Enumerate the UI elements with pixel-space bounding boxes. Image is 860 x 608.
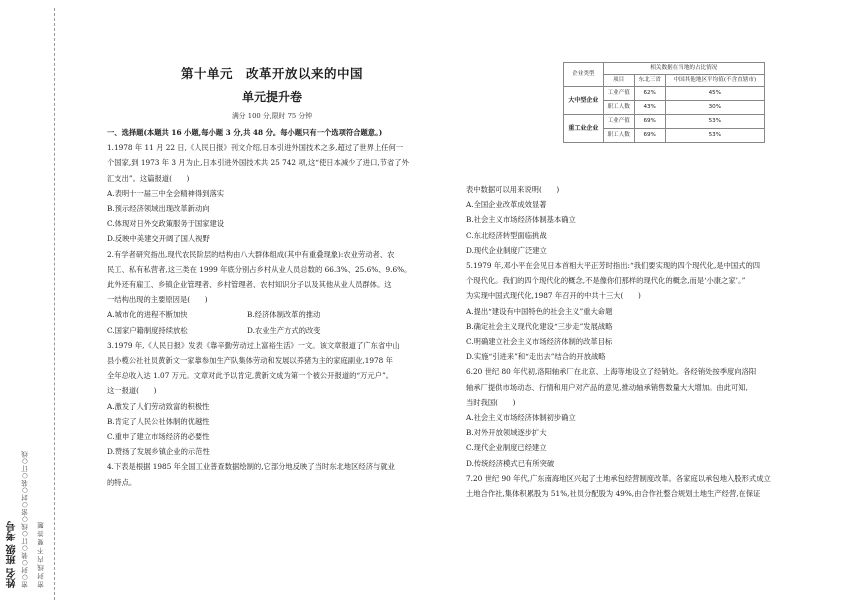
table-header-other: 中国其他地区平均值(不含直辖市): [665, 75, 764, 87]
option-b[interactable]: B.肯定了人民公社体制的优越性: [107, 416, 210, 426]
right-column: [466, 182, 828, 501]
table-cell-northeast: 69%: [634, 115, 665, 129]
option-d[interactable]: D.农业生产方式的改变: [247, 325, 321, 335]
option-b[interactable]: B.经济体制改革的推动: [247, 310, 321, 320]
question-stem-line: 个现代化。我们的四个现代化的概念,不是像你们那样的现代化的概念,而是‘小康之家’。”: [466, 276, 746, 286]
option-a[interactable]: A.激发了人们劳动致富的积极性: [107, 401, 210, 411]
option-c[interactable]: C.国家户籍制度持续放松: [107, 325, 188, 335]
question-stem-line: 当时我国( ): [466, 397, 516, 407]
seal-warning-text: 密 封 线 内 不 要 答 题: [37, 521, 45, 588]
score-info: 满分 100 分,限时 75 分钟: [231, 112, 312, 120]
question-7: [466, 471, 828, 501]
section-instructions: (本题共 16 小题,每小题 3 分,共 48 分。每小题只有一个选项符合题意。): [143, 128, 383, 137]
option-a[interactable]: A.表明十一届三中全会精神得到落实: [107, 188, 225, 198]
question-stem-line: 1.1978 年 11 月 22 日,《人民日报》刊文介绍,日本引进外国技术之多,超过了世界上任何一: [107, 143, 404, 153]
option-a[interactable]: A.全国企业改革成效显著: [466, 200, 547, 210]
table-cell-item: 职工人数: [603, 101, 634, 115]
question-stem-line: 轴承厂提供市场动态、行情和用户对产品的意见,推动轴承销售数量大大增加。由此可知,: [466, 382, 748, 392]
table-cell-northeast: 69%: [634, 129, 665, 143]
question-stem-line: 土地合作社,集体积累股为 51%,社员分配股为 49%,由合作社整合规划土地生产经营,在保证: [466, 489, 761, 499]
binding-margin: [0, 0, 58, 608]
exam-title: 单元提升卷: [241, 90, 302, 104]
question-1: [107, 140, 469, 246]
question-stem-line: 3.1979 年,《人民日报》发表《靠辛勤劳动过上富裕生活》一文。该文章报道了广东省中山: [107, 340, 400, 350]
table-cell-item: 工业产值: [603, 87, 634, 101]
student-info-fields-label: 姓名 班级 考号: [7, 521, 18, 588]
table-cell-northeast: 43%: [634, 101, 665, 115]
question-stem-line: 全年总收入达 1.07 万元。文章对此予以肯定,黄新文成为第一个被公开报道的“万元户”。: [107, 371, 394, 381]
option-c[interactable]: C.东北经济转型面临挑战: [466, 230, 547, 240]
question-stem-line: 这一报道( ): [107, 386, 157, 396]
option-b[interactable]: B.确定社会主义现代化建设“三步走”发展战略: [466, 321, 613, 331]
section-title: 一、选择题: [107, 128, 144, 137]
question-stem-line: 4.下表是根据 1985 年全国工业普查数据绘制的,它部分地反映了当时东北地区经济与就业: [107, 462, 395, 472]
question-5: [466, 258, 828, 364]
unit-title: 第十单元 改革开放以来的中国: [180, 66, 363, 81]
question-stem-line: 为实现中国式现代化,1987 年召开的中共十三大( ): [466, 291, 641, 301]
question-stem-line: 民工、私有私营者,这三类在 1999 年底分别占乡村从业人员总数的 66.3%、25.6%、9.6%。: [107, 264, 412, 274]
table-cell-other: 53%: [665, 115, 764, 129]
table-cell-other: 53%: [665, 129, 764, 143]
question-stem-line: 县小榄公社社员黄新文一家靠参加生产队集体劳动和发展以养猪为主的家庭副业,1978 年: [107, 356, 393, 366]
question-stem-line: 汇支出”。这篇报道( ): [107, 173, 190, 183]
option-row: [107, 323, 469, 338]
option-d[interactable]: D.反映中美建交开阔了国人视野: [107, 234, 210, 244]
question-stem-line: 5.1979 年,邓小平在会见日本首相大平正芳时指出:“我们要实现的四个现代化,是中国式的四: [466, 261, 761, 271]
option-row: [107, 307, 469, 322]
question-6: [466, 364, 828, 470]
table-cell-other: 30%: [665, 101, 764, 115]
left-column: [107, 125, 469, 490]
table-header-item: 项目: [603, 75, 634, 87]
table-header-group: 相关数据在当地的占比情况: [603, 63, 764, 75]
option-c[interactable]: C.重申了建立市场经济的必要性: [107, 432, 210, 442]
option-b[interactable]: B.社会主义市场经济体制基本确立: [466, 215, 576, 225]
question-stem-line: 个国家,到 1973 年 3 月为止,日本引进外国技术共 25 742 项,这“使日本减少了进口,节省了外: [107, 158, 409, 168]
question-stem-line: 的特点。: [107, 477, 137, 487]
question-stem-line: 表中数据可以用来说明( ): [466, 185, 560, 194]
option-b[interactable]: B.预示经济领域出现改革新动向: [107, 204, 210, 214]
question-stem-line: 一结构出现的主要原因是( ): [107, 295, 208, 305]
section-heading: [107, 125, 469, 140]
question-4-options: [466, 182, 828, 258]
option-a[interactable]: A.城市化的进程不断加快: [107, 310, 188, 320]
question-2: [107, 247, 469, 338]
table-cell-type: 重工业企业: [564, 115, 604, 143]
industry-data-table: [563, 62, 765, 143]
question-4-stem: [107, 459, 469, 489]
table-header-northeast: 东北三省: [634, 75, 665, 87]
option-d[interactable]: D.实施“引进来”和“走出去”结合的开放战略: [466, 352, 606, 362]
option-a[interactable]: A.提出“建设有中国特色的社会主义”重大命题: [466, 306, 613, 316]
question-stem-line: 2.有学者研究指出,现代农民阶层的结构由八大群体组成(其中有重叠现象):农业劳动者、农: [107, 249, 395, 259]
table-cell-type: 大中型企业: [564, 87, 604, 115]
table-cell-other: 45%: [665, 87, 764, 101]
question-stem-line: 此外还有雇工、乡镇企业管理者、乡村管理者、农村知识分子以及其他从业人员群体。这: [107, 280, 392, 290]
option-c[interactable]: C.体现对日外交政策服务于国家建设: [107, 219, 225, 229]
option-a[interactable]: A.社会主义市场经济体制初步确立: [466, 413, 576, 423]
option-c[interactable]: C.明确建立社会主义市场经济体制的改革目标: [466, 337, 613, 347]
option-d[interactable]: D.传统经济模式已有所突破: [466, 458, 555, 468]
question-stem-line: 7.20 世纪 90 年代,广东南海地区兴起了土地承包经营制度改革。各家庭以承包地入股形式成立: [466, 473, 771, 483]
table-row: [564, 87, 765, 101]
option-d[interactable]: D.赞扬了发展乡镇企业的示范性: [107, 447, 210, 457]
seal-dashed-line: [54, 8, 55, 600]
table-cell-item: 工业产值: [603, 115, 634, 129]
table-cell-item: 职工人数: [603, 129, 634, 143]
question-3: [107, 338, 469, 460]
table-cell-northeast: 62%: [634, 87, 665, 101]
option-d[interactable]: D.现代企业制度广泛建立: [466, 245, 547, 255]
seal-line-text: 密○封○装○订○线○密○封○装○订○线: [21, 451, 29, 588]
table-row: [564, 115, 765, 129]
option-b[interactable]: B.对外开放领域逐步扩大: [466, 428, 547, 438]
option-c[interactable]: C.现代企业制度已经建立: [466, 443, 547, 453]
table-header-enterprise-type: 企业类型: [564, 63, 604, 87]
question-stem-line: 6.20 世纪 80 年代初,洛阳轴承厂在北京、上海等地设立了经销处。各经销处按季度向洛阳: [466, 367, 757, 377]
